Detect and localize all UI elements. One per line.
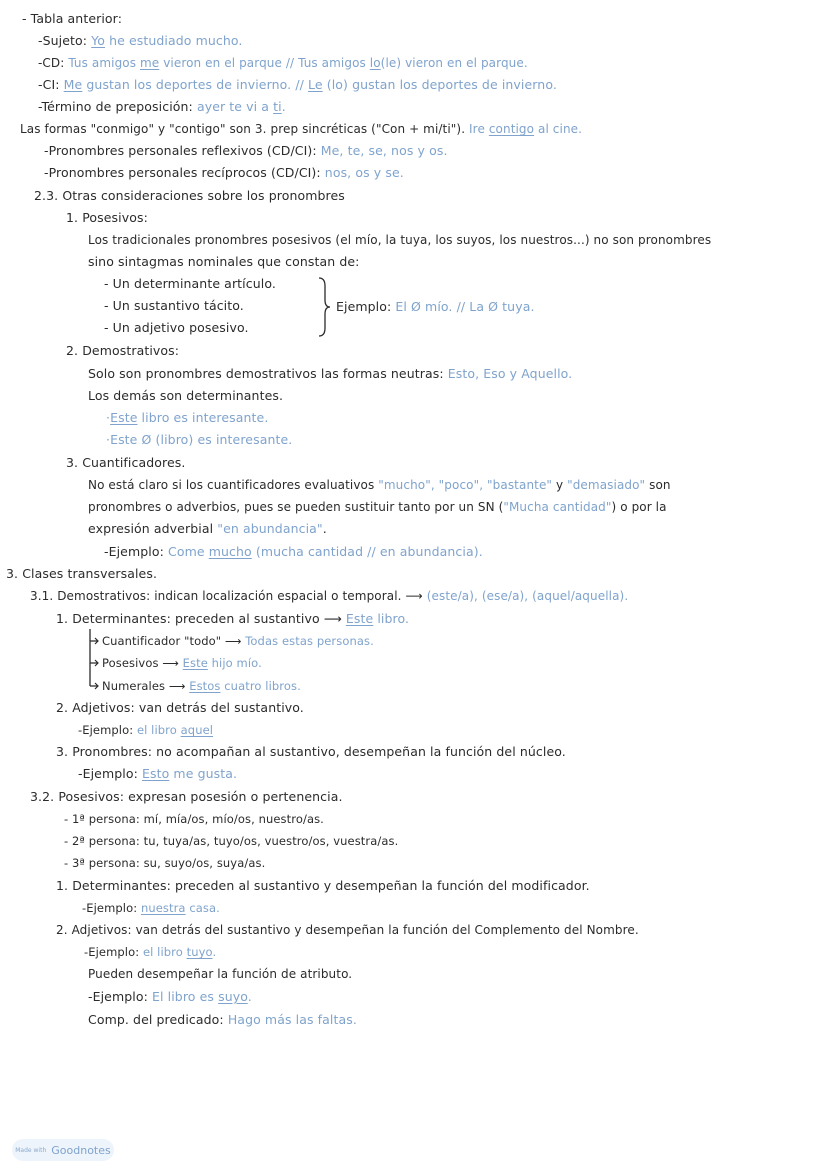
note-ejemplo-esto: -Ejemplo: Esto me gusta. <box>78 766 238 781</box>
heading-demostrativos-31: 3.1. Demostrativos: indican localización espacial o temporal. ⟶ (este/a), (ese/a), (aquel/aquella). <box>30 589 629 603</box>
heading-demostrativos: 2. Demostrativos: <box>66 343 180 358</box>
list-item: - 3ª persona: su, suyo/os, suya/as. <box>64 856 266 870</box>
note-comp-predicado: Comp. del predicado: Hago más las faltas. <box>88 1012 357 1027</box>
note-determinantes-posesivos: 1. Determinantes: preceden al sustantivo y desempeñan la función del modificador. <box>56 878 590 893</box>
list-item: - Un sustantivo tácito. <box>104 298 244 313</box>
list-item: - Un determinante artículo. <box>104 276 276 291</box>
list-item: Cuantificador "todo" ⟶ Todas estas personas. <box>102 634 374 648</box>
heading-tabla-anterior: - Tabla anterior: <box>22 11 123 26</box>
heading-posesivos-32: 3.2. Posesivos: expresan posesión o pertenencia. <box>30 789 343 804</box>
watermark-brand: Goodnotes <box>51 1143 111 1157</box>
note-adjetivos-posesivos: 2. Adjetivos: van detrás del sustantivo y desempeñan la función del Complemento del Nombre. <box>56 923 639 937</box>
note-cuantificadores-evaluativos: No está claro si los cuantificadores evaluativos "mucho", "poco", "bastante" y "demasiado" son <box>88 478 671 492</box>
note-ejemplo-mucho: -Ejemplo: Come mucho (mucha cantidad // en abundancia). <box>104 544 483 559</box>
note-reciprocos: -Pronombres personales recíprocos (CD/CI): nos, os y se. <box>44 165 404 180</box>
watermark-prefix: Made with <box>15 1146 47 1154</box>
note-sujeto: -Sujeto: Yo he estudiado mucho. <box>38 33 243 48</box>
list-item: - 2ª persona: tu, tuya/as, tuyo/os, vuestro/os, vuestra/as. <box>64 834 399 848</box>
note-termino-preposicion: -Término de preposición: ayer te vi a ti. <box>38 99 286 114</box>
curly-brace-icon <box>316 276 332 338</box>
note-ci: -CI: Me gustan los deportes de invierno. // Le (lo) gustan los deportes de invierno. <box>38 77 557 92</box>
note-demas-determinantes: Los demás son determinantes. <box>88 388 284 403</box>
heading-otras-consideraciones: 2.3. Otras consideraciones sobre los pronombres <box>34 188 345 203</box>
note-ejemplo-posesivos: Ejemplo: El Ø mío. // La Ø tuya. <box>336 299 535 314</box>
note-adjetivos-demostrativos: 2. Adjetivos: van detrás del sustantivo. <box>56 700 304 715</box>
goodnotes-watermark <box>12 1139 114 1161</box>
note-reflexivos: -Pronombres personales reflexivos (CD/CI): Me, te, se, nos y os. <box>44 143 448 158</box>
note-formas-neutras: Solo son pronombres demostrativos las formas neutras: Esto, Eso y Aquello. <box>88 366 573 381</box>
bracket-tree-icon <box>86 627 102 691</box>
note-posesivos-tradicionales: Los tradicionales pronombres posesivos (el mío, la tuya, los suyos, los nuestros...) no son pronombres <box>88 233 712 247</box>
note-pronombres-nucleo: 3. Pronombres: no acompañan al sustantivo, desempeñan la función del núcleo. <box>56 744 566 759</box>
note-ejemplo-nuestra: -Ejemplo: nuestra casa. <box>82 901 220 915</box>
heading-clases-transversales: 3. Clases transversales. <box>6 566 158 581</box>
note-atributo: Pueden desempeñar la función de atributo. <box>88 967 353 981</box>
note-cd: -CD: Tus amigos me vieron en el parque // Tus amigos lo(le) vieron en el parque. <box>38 56 528 70</box>
note-determinantes-demostrativos: 1. Determinantes: preceden al sustantivo ⟶ Este libro. <box>56 611 410 626</box>
note-expresion-adverbial: expresión adverbial "en abundancia". <box>88 521 327 536</box>
note-pronombres-adverbios: pronombres o adverbios, pues se pueden sustituir tanto por un SN ("Mucha cantidad") o por la <box>88 500 667 514</box>
heading-posesivos: 1. Posesivos: <box>66 210 148 225</box>
note-conmigo-contigo: Las formas "conmigo" y "contigo" son 3. prep sincréticas ("Con + mi/ti"). Ire contigo al cine. <box>20 122 583 136</box>
example-este-o-libro: ·Este Ø (libro) es interesante. <box>106 432 293 447</box>
list-item: - 1ª persona: mí, mía/os, mío/os, nuestro/as. <box>64 812 324 826</box>
note-ejemplo-aquel: -Ejemplo: el libro aquel <box>78 723 214 737</box>
note-ejemplo-suyo: -Ejemplo: El libro es suyo. <box>88 989 252 1004</box>
note-sintagmas-nominales: sino sintagmas nominales que constan de: <box>88 254 360 269</box>
note-ejemplo-tuyo: -Ejemplo: el libro tuyo. <box>84 945 217 959</box>
list-item: Numerales ⟶ Estos cuatro libros. <box>102 679 301 693</box>
example-este-libro: ·Este libro es interesante. <box>106 410 269 425</box>
list-item: Posesivos ⟶ Este hijo mío. <box>102 656 262 670</box>
heading-cuantificadores: 3. Cuantificadores. <box>66 455 186 470</box>
list-item: - Un adjetivo posesivo. <box>104 320 249 335</box>
